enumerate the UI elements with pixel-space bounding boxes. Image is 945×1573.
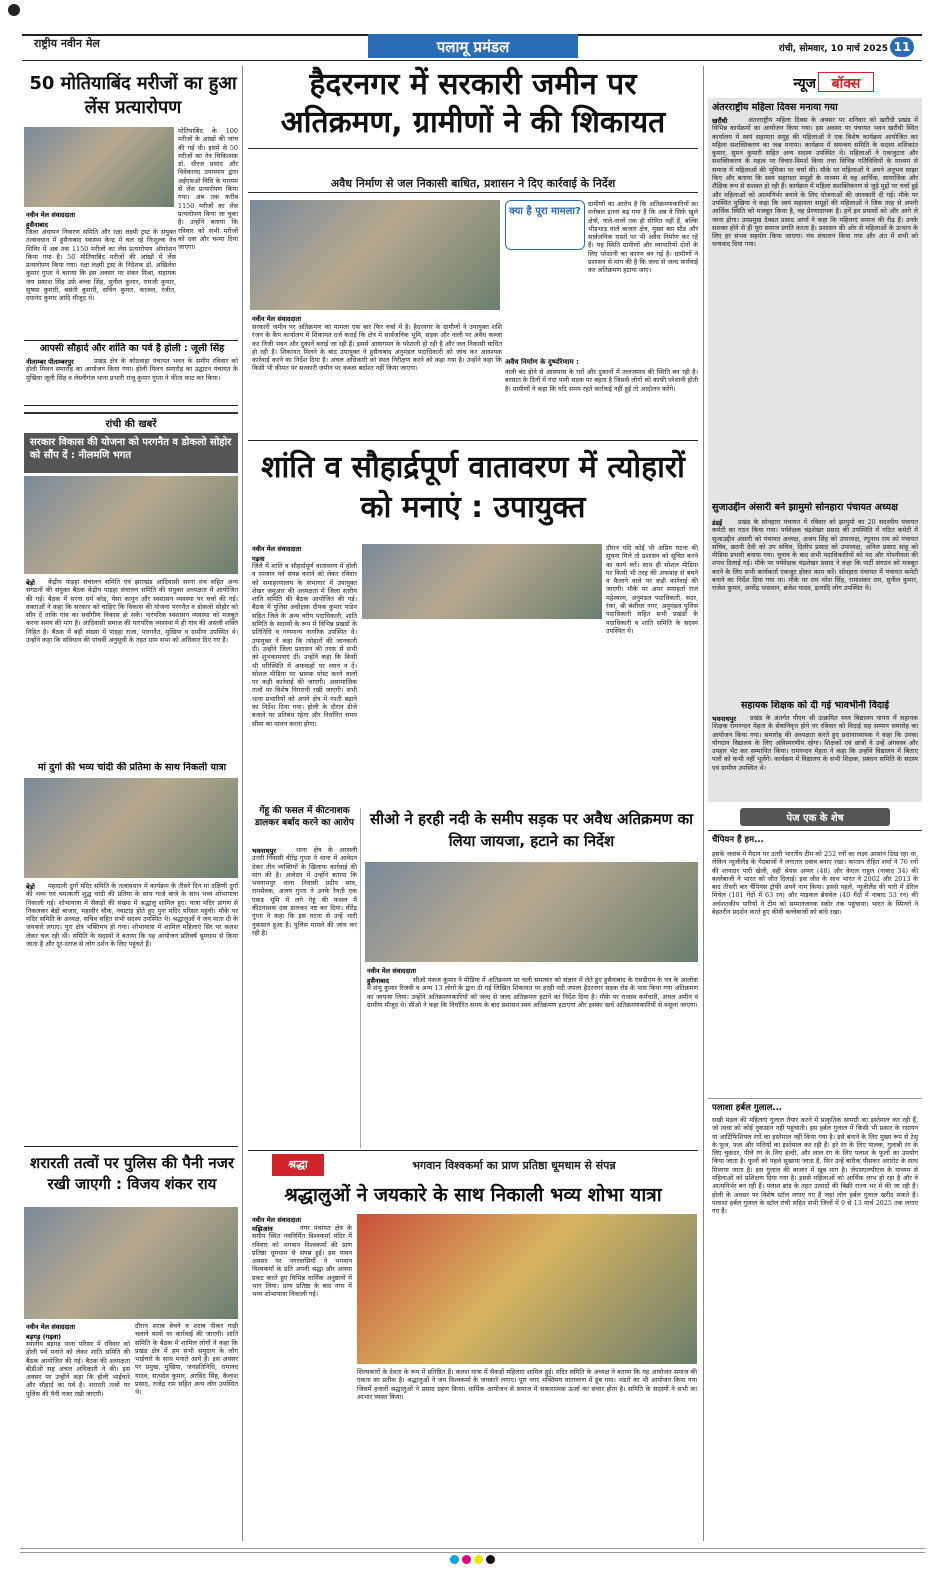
durga-photo	[24, 778, 238, 878]
police-body-left: स्थानीय बड़गड़ थाना परिसर में रविवार को होली पर्व मनाने को लेकर शांति समिति की बैठक आयोजित की गई। बैठक की अध्यक्षता बीडीओ सह अंचल अधिकारी ने की। इस अवसर पर उन्होंने कहा कि होली भाईचारे और सौहार्द का पर्व है। शरारती तत्वों पर पुलिस की पैनी नजर रखी जाएगी।	[26, 1340, 130, 1398]
paper-name: राष्ट्रीय नवीन मेल	[34, 37, 100, 50]
haidernagar-box-label: क्या है पूरा मामला?	[509, 206, 581, 217]
peace-photo	[362, 544, 602, 619]
news-item1-body: अंतरराष्ट्रीय महिला दिवस के अवसर पर शनिवार को खरौंधी प्रखंड में विभिन्न कार्यक्रमों का आयोजन किया गया। इस अवसर पर पंचायत भवन खरौंधी स्थित कार्यालय में स्वयं सहायता समूह की महिलाओं ने एक विशेष कार्यक्रम आयोजित कर महिला सशक्तिकरण का जश्न मनाया। कार्यक्रम में समन्वय समिति के सदस्य शशिकांत कुमार, सुमन कुमारी सहित अन्य सदस्य उपस्थित थे। महिलाओं ने एकजुटता और सशक्तिकरण के महत्व पर विचार-विमर्श किया तथा विभिन्न गतिविधियों के माध्यम से समाज में महिलाओं की भूमिका पर चर्चा की। मौके पर महिलाओं ने अपने अनुभव साझा किए और बताया कि स्वयं सहायता समूहों के माध्यम से वह आर्थिक, सामाजिक और शैक्षिक रूप से सशक्त हो रही हैं। कार्यक्रम में महिला सशक्तिकरण से जुड़े मुद्दों पर चर्चा हुई और महिलाओं को आत्मनिर्भर बनाने के लिए योजनाओं की जानकारी दी गई। मौके पर उपस्थित मुखिया ने कहा कि स्वयं सहायता समूहों की महिलाओं ने जिस तरह से अपनी आर्थिक स्थिति को मजबूत किया है, वह प्रेरणादायक है। हमें इन प्रयासों को और आगे ले जाना होगा। उपप्रमुख देवव्रत प्रसाद आर्या ने कहा कि महिलाएं समाज की रीढ़ हैं। उनके सशक्त होने से ही पूरा समाज प्रगति करता है। प्रशासन की ओर से महिलाओं के उत्थान के लिए हर संभव सहयोग किया जाएगा। मंच संचालन किया गया और अंत में सभी को धन्यवाद दिया गया।	[712, 116, 918, 249]
vishwakarma-dateline: मझिआंव	[252, 1225, 273, 1233]
haidernagar-side-body: नाली बंद होने से आसपास के घरों और दुकानों में जलजमाव की स्थिति बन रही है। बरसात के दिनों में गंदा पानी सड़क पर बहता है जिससे लोगों को काफी परेशानी होती है। ग्रामीणों ने कहा कि यदि समय रहते कार्रवाई नहीं हुई तो आंदोलन करेंगे।	[505, 368, 698, 393]
registration-dot	[8, 4, 20, 16]
page-number: 11	[893, 40, 911, 54]
durga-headline: मां दुर्गा की भव्य चांदी की प्रतिमा के साथ निकली यात्रा	[37, 762, 227, 773]
police-body-right: दौरान शराब बेचने व शराब पीकर गाड़ी चलाने वालों पर कार्रवाई की जाएगी। शांति समिति के बैठक में शामिल लोगों ने कहा कि प्रखंड क्षेत्र में हम सभी समुदाय के लोग भाईचारे के साथ मनाते आये हैं। इस अवसर पर प्रमुख, मुखिया, जनप्रतिनिधि, रामानंद यादव, सत्यदेव कुमार, अरविंद सिंह, कैलाश प्रसाद, राजेंद्र राम सहित अन्य लोग उपस्थित थे।	[135, 1322, 238, 1397]
ranchi-dateline: बेड़ो	[26, 579, 35, 587]
section-title: पलामू प्रमंडल	[436, 38, 510, 56]
byline: नवीन मेल संवाददाता	[252, 315, 301, 323]
police-headline: शरारती तत्वों पर पुलिस की पैनी नजर रखी जाएगी : विजय शंकर राय	[30, 1154, 234, 1193]
co-body: सीओ पंकज कुमार ने मीडिया में अतिक्रमण पर चली समाचार को संज्ञान में लेते हुए हुसैनाबाद के एसडीएम के पत्र के आलोक में शंभु कुमार रिजवी व अन्य 13 लोगों के द्वारा दी गई लिखित शिकायत पर हरही नदी जपला हैदरनगर सड़क रोड के पास किया गया अतिक्रमण का जायजा लिया। उन्होंने अतिक्रमणकारियों को जल्द से जल्द अतिक्रमण हटाने का निर्देश दिया है। मौके पर राजस्व कर्मचारी, अंचल अमीन व ग्रामीण मौजूद थे। सीओ ने कहा कि निर्धारित समय के बाद प्रशासन स्वयं अतिक्रमण हटाएगा और इसका खर्च अतिक्रमणकारियों से वसूला जाएगा।	[367, 976, 698, 1009]
peace-headline: शांति व सौहार्द्रपूर्ण वातावरण में त्योहारों को मनाएं : उपायुक्त	[261, 450, 685, 525]
haidernagar-subhead: अवैध निर्माण से जल निकासी बाधित, प्रशासन ने दिए कार्रवाई के निर्देश	[330, 177, 616, 190]
registration-dot	[450, 1555, 459, 1564]
haidernagar-box-body: ग्रामीणों का आरोप है कि अतिक्रमणकारियों का मनोबल इतना बढ़ गया है कि अब वे सिर्फ खुले क्षेत्रों, नाले-नालों तक ही सीमित नहीं हैं, बल्कि भीड़भाड़ वाले बाजार क्षेत्र, मुख्य बस स्टैंड और सार्वजनिक रास्तों पर भी अवैध निर्माण कर रहे हैं। यह स्थिति ग्रामीणों और व्यापारियों दोनों के लिए परेशानी का कारण बन गई है। ग्रामीणों ने प्रशासन से मांग की है कि जल्द से जल्द कार्रवाई कर अतिक्रमण हटाया जाए।	[588, 200, 698, 275]
news-box-title-a: न्यूज	[793, 76, 816, 92]
byline: नवीन मेल संवाददाता	[26, 211, 75, 219]
ranchi-band: रांची की खबरें	[105, 419, 157, 430]
holi-dateline: नीलाम्बर पीताम्बरपुर	[26, 358, 74, 366]
haidernagar-subhead-frame	[248, 148, 698, 149]
ranchi-headline: सरकार विकास की योजना को परगनैत व डोकलो सोहोर को सौंप दें : नीलमणि भगत	[24, 433, 238, 473]
wheat-headline: गेंहू की फसल में कीटनाशक डालकर बर्बाद करने का आरोप	[255, 806, 354, 828]
haidernagar-box-body-lower	[505, 255, 585, 305]
page-one-rest-band: पेज एक के शेष	[786, 813, 844, 824]
co-photo	[365, 862, 698, 962]
byline: नवीन मेल संवाददाता	[252, 1216, 301, 1224]
cataract-body: जिला अंधापन निवारण समिति और रक्षा लक्ष्मी ट्रस्ट के संयुक्त तत्वावधान में हुसैनाबाद स्वास्थ्य केन्द्र में चल रहे निःशुल्क नेत्र शिविर में अब तक 1150 मरीजों का लेंस प्रत्यारोपण ऑपरेशन किया गया है। 50 मोतियाबिंद मरीजों की आंखों में लेंस प्रत्यारोपण किया गया। रक्षा लक्ष्मी ट्रस्ट के निदेशक डॉ. अखिलेश कुमार गुप्ता ने बताया कि इस अवसर पर शंकर मिश्रा, सहायक जय प्रकाश सिंह उर्फ बच्चा सिंह, सुनील कुमार, रामजी कुमार, सुषमा कुमारी, बसंती कुमारी, सचिन कुमार, काजल, रंजीत, दयानंद कुमार आदि मौजूद थे।	[26, 228, 176, 303]
wheat-body: थाना क्षेत्र के अरसली उत्तरी निवासी वीरेंद्र गुप्ता ने थाना में आवेदन देकर तीन व्यक्तियों के खिलाफ कार्रवाई की मांग की है। आवेदन में उन्होंने बताया कि भवनाथपुर थाना निवासी प्रदीप साव, रामसेवक, अजय गुप्ता ने उनके रैयती एक एकड़ भूमि में लगे गेहूं की फसल में कीटनाशक दवा डालकर नष्ट कर दिया। वीरेंद्र गुप्ता ने कहा कि इस घटना से उन्हें भारी नुकसान हुआ है। पुलिस मामले की जांच कर रही है।	[252, 846, 357, 937]
vishwakarma-body: शिल्पकारों के देवता के रूप में प्रतिष्ठित हैं। कलश यात्रा में सैकड़ों महिलाएं शामिल हुईं। मंदिर समिति के अध्यक्ष ने बताया कि यह आयोजन समाज की एकता का प्रतीक है। श्रद्धालुओं ने जय विश्वकर्मा के जयकारे लगाए। पूरा नगर भक्तिमय वातावरण में डूब गया। भंडारे का भी आयोजन किया गया जिसमें हजारों श्रद्धालुओं ने प्रसाद ग्रहण किया। धार्मिक आयोजन से समाज में सकारात्मक ऊर्जा का संचार होता है। समिति के सदस्यों ने सभी का आभार व्यक्त किया।	[357, 1368, 697, 1401]
cataract-body-right: मोतियाबिंद के 100 मरीजों के आंखों की जांच की गई थी। इसमें से 50 मरीजों का नेत्र चिकित्सक डॉ. धीरज प्रसाद और विवेकानंद उपाध्याय द्वारा अईएसओ विधि के माध्यम से लेंस प्रत्यारोपण किया गया। अब तक करीब 1150 मरीजों का लेंस प्रत्यारोपण किया जा चुका है। उन्होंने बताया कि रविवार को सभी मरीजों को दवा और चश्मा दिया जाएगा।	[178, 127, 238, 252]
shraddha-tag: श्रद्धा	[288, 1158, 308, 1171]
news-item3-heading: सहायक शिक्षक को दी गई भावभीनी विदाई	[740, 700, 890, 711]
registration-dot	[486, 1555, 495, 1564]
rest-item1-body: इसके जवाब में मैदान पर उतरी भारतीय टीम को 252 रनों का लक्ष्य आसान दिख रहा था, लेकिन न्यूजीलैंड के गेंदबाजों ने लगातार दबाव बनाए रखा। कप्तान रोहित शर्मा ने 76 रनों की शानदार पारी खेली, वहीं श्रेयस अय्यर (48) और केएल राहुल (नाबाद 34) की बल्लेबाजी ने भारत को जीत दिलाई। इस जीत के साथ भारत ने 2002 और 2013 के बाद तीसरी बार चैंपियंस ट्रॉफी अपने नाम किया। इससे पहले, न्यूजीलैंड की पारी में डेरिल मिचेल (101 गेंदों में 63 रन) और माइकल ब्रेसवेल (40 गेंदों में नाबाद 53 रन) की अर्धशतकीय पारियों ने टीम को सम्मानजनक स्कोर तक पहुंचाया। भारत के स्पिनरों ने बेहतरीन प्रदर्शन करते हुए कीवी बल्लेबाजों को बांधे रखा।	[712, 850, 918, 917]
vishwakarma-body-left: नगर पंचायत क्षेत्र के समीप स्थित नवनिर्मित विश्वकर्मा मंदिर में रविवार को भगवान विश्वकर्मा की प्राण प्रतिष्ठा धूमधाम से संपन्न हुई। इस पावन अवसर पर नगरवासियों ने भगवान विश्वकर्मा के प्रति अपनी श्रद्धा और आस्था प्रकट करते हुए विभिन्न धार्मिक अनुष्ठानों में भाग लिया। प्राण प्रतिष्ठा के बाद नगर में भव्य शोभायात्रा निकाली गई।	[252, 1224, 352, 1299]
vishwakarma-headline: श्रद्धालुओं ने जयकारे के साथ निकाली भव्य शोभा यात्रा	[284, 1184, 662, 1206]
haidernagar-photo	[250, 200, 500, 310]
issue-date: रांची, सोमवार, 10 मार्च 2025	[778, 44, 888, 54]
peace-body-right: दौरान यदि कोई भी अप्रिय घटना की सूचना मिले तो प्रशासन को सूचित करने का कार्य करें। साथ ही सोशल मीडिया पर किसी भी तरह की अफवाह से बचने व फैलाने वाले पर कड़ी कार्रवाई की जाएगी। मौके पर अपर समाहर्ता राज महेश्वरम, अनुमंडल पदाधिकारी, सदर, रंका, श्री बंशीधर नगर, अनुमंडल पुलिस पदाधिकारी सहित सभी प्रखंडों के पदाधिकारी व शांति समिति के सदस्य उपस्थित थे।	[606, 544, 698, 635]
cataract-headline: 50 मोतियाबिंद मरीजों का हुआ लेंस प्रत्यारोपण	[29, 73, 237, 118]
haidernagar-headline: हैदरनगर में सरकारी जमीन पर अतिक्रमण, ग्रामीणों ने की शिकायत	[280, 67, 666, 140]
news-item1-dateline: खरौंधी	[712, 117, 728, 125]
ranchi-body: केंद्रीय पाड़हा संचालन समिति एवं झारखंड आदिवासी सरना मंच सहित अन्य संगठनों की संयुक्त बैठक केंद्रीय पाड़हा संचालन समिति की संयुक्त अध्यक्षता में आयोजित की गई। बैठक में सरना धर्म कोड, पेसा कानून और स्वशासन व्यवस्था पर चर्चा की गई। वक्ताओं ने कहा कि सरकार को चाहिए कि विकास की योजना परगनैत व डोकलो सोहोर को सौंप दें ताकि गांव का सर्वांगीण विकास हो सके। पारंपरिक स्वशासन व्यवस्था को मजबूत करना समय की मांग है। आदिवासी समाज की पारंपरिक व्यवस्था में ही गांव की असली शक्ति निहित है। बैठक में बड़ी संख्या में पाड़हा राजा, पारगनैत, मुखिया व ग्रामीण उपस्थित थे। उन्होंने कहा कि संविधान की पांचवीं अनुसूची के तहत ग्राम सभा को अधिकार दिए गए हैं।	[26, 578, 238, 645]
ranchi-band-line	[24, 412, 238, 414]
haidernagar-side-heading: अवैध निर्माण के दुष्परिणाम :	[505, 358, 579, 366]
haidernagar-body: सरकारी जमीन पर अतिक्रमण का मामला एक बार फिर चर्चा में है। हैदरनगर के ग्रामीणों ने उपायुक्त शशि रंजन के कैंप कार्यालय में शिकायत दर्ज कराई कि क्षेत्र में सार्वजनिक भूमि, सड़क और नाली पर अवैध कब्जा कर निजी भवन और दुकानें बनाई जा रही हैं। इससे आवागमन के परेशानी हो रही है और जल निकासी बाधित हो रही है। शिकायत मिलने के बाद उपायुक्त ने हुसैनाबाद अनुमंडल पदाधिकारी को जांच कर आवश्यक कार्रवाई करने का निर्देश दिया है। अंचल अधिकारी को स्थल निरीक्षण करने को कहा गया है। उन्होंने कहा कि किसी भी कीमत पर सरकारी जमीन पर कब्जा बर्दाश्त नहीं किया जाएगा।	[252, 323, 502, 373]
co-headline: सीओ ने हरही नदी के समीप सड़क पर अवैध अतिक्रमण का लिया जायजा, हटाने का निर्देश	[369, 810, 694, 850]
durga-body: महादानी दुर्गा मंदिर समिति के तत्वावधान में कार्यक्रम के तीसरे दिन मां दक्षिणी दुर्गा की भव्य एवं चमत्कारी शुद्ध चांदी की प्रतिमा के साथ गाजे बाजे के साथ भव्य शोभायात्रा निकाली गई। शोभायात्रा में सैकड़ों की संख्या में श्रद्धालु शामिल हुए। यात्रा मंदिर प्रांगण से निकलकर बेड़ो बाजार, महावीर चौक, नवाटांड़ होते हुए पुनः मंदिर परिसर पहुंची। मौके पर मंदिर समिति के अध्यक्ष, सचिव सहित सभी सदस्य उपस्थित थे। श्रद्धालुओं ने जय माता दी के जयकारे लगाए। पूरा क्षेत्र भक्तिमय हो गया। शोभायात्रा में शामिल महिलाएं सिर पर कलश लेकर चल रही थीं। समिति के सदस्यों ने बताया कि यह आयोजन प्रतिवर्ष धूमधाम से किया जाता है और दूर-दराज से लोग दर्शन के लिए पहुंचते हैं।	[26, 882, 238, 949]
ranchi-photo	[24, 476, 238, 574]
news-item2-dateline: डंडई	[712, 519, 723, 527]
rest-item1-heading: चैंपियन हैं हम...	[712, 835, 764, 845]
byline: नवीन मेल संवाददाता	[252, 545, 301, 553]
peace-body: जिले में शांति व सौहार्दपूर्ण वातावरण में होली व रमजान पर्व संपन्न कराने को लेकर रविवार को समाहरणालय के सभागार में उपायुक्त शेखर जमुआर की अध्यक्षता में जिला स्तरीय शांति समिति की बैठक आयोजित की गई। बैठक में पुलिस अधीक्षक दीपक कुमार पांडेय सहित जिले के अन्य वरीय पदाधिकारी, शांति समिति के सदस्यों के रूप में विभिन्न प्रखंडों के प्रतिनिधि व गणमान्य नागरिक उपस्थित थे। उपायुक्त ने कहा कि त्योहारों की जानकारी दी। उन्होंने जिला प्रशासन की तरफ से सभी को शुभकामनाएं दीं। उन्होंने कहा कि किसी भी परिस्थिति में अफवाहों पर ध्यान न दें। सोशल मीडिया पर भ्रामक पोस्ट करने वालों पर कड़ी कार्रवाई की जाएगी। असामाजिक तत्वों पर विशेष निगरानी रखी जाएगी। सभी थाना प्रभारियों को अपने क्षेत्र में गश्ती बढ़ाने का निर्देश दिया गया। होली के दौरान डीजे बजाने पर प्रतिबंध रहेगा और निर्धारित समय सीमा का पालन करना होगा।	[252, 562, 357, 728]
vishwakarma-kicker: भगवान विश्वकर्मा का प्राण प्रतिष्ठा धूमधाम से संपन्न	[412, 1159, 616, 1172]
rest-item2-body: सखी मंडल की महिलाएं गुलाल तैयार करने में प्राकृतिक सामग्री का इस्तेमाल कर रही हैं, जो त्वचा को कोई नुकसान नहीं पहुंचाती। इस हर्बल गुलाल में किसी भी प्रकार के रसायन या आर्टिफिशियल रंगों का इस्तेमाल नहीं किया गया है। इसे बनाने के लिए मुख्य रूप से टेसू के फूल, फल और पत्तियों का इस्तेमाल कर रही हैं। हरे रंग के लिए पालक, गुलाबी रंग के लिए चुकंदर, पीले रंग के लिए हल्दी, और लाल रंग के लिए पलाश के फूलों का उपयोग किया जाता है। फूलों को पहले सुखाया जाता है, फिर उन्हें बारीक पीसकर अरारोट के साथ मिलाया जाता है। इस गुलाल की बाजार में खूब मांग है। जेएसएलपीएस के माध्यम से महिलाओं को प्रशिक्षण दिया गया है। इससे महिलाओं को आर्थिक लाभ हो रहा है और वे आत्मनिर्भर बन रही हैं। पलाश ब्रांड के तहत उत्पादों की बिक्री राज्य भर में की जा रही है। होली के अवसर पर विशेष स्टॉल लगाए गए हैं जहां लोग हर्बल गुलाल खरीद सकते हैं। पलाशा हर्बल गुलाल के स्टॉल रांची सहित सभी जिलों में 9 से 13 मार्च 2025 तक लगाए गए हैं।	[712, 1116, 918, 1216]
wheat-dateline: भवनाथपुर	[252, 847, 276, 855]
vishwakarma-photo	[357, 1214, 697, 1364]
news-item2-body: प्रखंड के सोनहारा पंचायत में रविवार को झामुमो का 20 सदस्यीय पंचायत कमेटी का गठन किया गया। पर्यवेक्षक चंद्रशेखर प्रसाद की उपस्थिति में गठित कमेटी में सुजाउद्दीन अंसारी को पंचायत अध्यक्ष, अजय सिंह को उपाध्यक्ष, रघुनाथ राम को पंचायत सचिव, छठनी देवी को उप सचिव, दिलीप प्रसाद को उपाध्यक्ष, अनिल प्रसाद साहू को मीडिया प्रभारी बनाया गया। चुनाव के बाद सभी पदाधिकारियों को पद और गोपनीयता की शपथ दिलाई गई। मौके पर पर्यवेक्षक चंद्रशेखर प्रसाद ने कहा कि पार्टी संगठन को मजबूत करने के लिए सभी कार्यकर्ता एकजुट होकर काम करें। सोनहारा पंचायत में पंचायत कमेटी बनाने का निर्देश दिया गया था। मौके पर राम नरेश सिंह, रामाशंकर राम, सुनील कुमार, राजेश कुमार, अमरेंद्र पासवान, ब्रजेश यादव, इत्यादि लोग उपस्थित थे।	[712, 518, 918, 593]
byline: नवीन मेल संवाददाता	[26, 1323, 75, 1331]
news-item1-heading: अंतरराष्ट्रीय महिला दिवस मनाया गया	[712, 102, 838, 113]
registration-strip	[20, 1548, 925, 1553]
holi-headline: आपसी सौहार्द और शांति का पर्व है होली : जूली सिंह	[39, 343, 225, 354]
news-item3-dateline: भवनाथपुर	[712, 715, 736, 723]
registration-dot	[474, 1555, 483, 1564]
rest-item2-heading: पलाशा हर्बल गुलाल...	[712, 1103, 783, 1113]
durga-dateline: बेड़ो	[26, 883, 35, 891]
police-photo	[24, 1207, 238, 1319]
registration-dot	[462, 1555, 471, 1564]
cataract-photo	[24, 127, 174, 207]
peace-dateline: गढ़वा	[252, 555, 265, 563]
news-box-title-b: बॉक्स	[831, 76, 861, 92]
police-dateline: बड़गड़ (गढ़वा)	[26, 1333, 62, 1341]
news-item3-body: प्रखंड के अंतर्गत पीएम श्री उत्क्रमित मध्य विद्यालय पापरा में सहायक शिक्षक रामनन्दन मेहता के सेवानिवृत्त होने पर रविवार को विदाई सह सम्मान समारोह का आयोजन किया गया। समारोह की अध्यक्षता करते हुए प्रधानाध्यापक ने कहा कि उनका योगदान विद्यालय के लिए अविस्मरणीय रहेगा। शिक्षकों एवं छात्रों ने उन्हें अंगवस्त्र और उपहार भेंट कर सम्मानित किया। रामनन्दन मेहता ने कहा कि उन्होंने विद्यालय में बिताए पलों को कभी नहीं भूलेंगे। कार्यक्रम में विद्यालय के सभी शिक्षक, प्रबंधन समिति के सदस्य एवं ग्रामीण उपस्थित थे।	[712, 714, 918, 772]
news-item2-heading: सुजाउद्दीन अंसारी बने झामुमो सोनहारा पंचायत अध्यक्ष	[712, 502, 898, 513]
byline: नवीन मेल संवाददाता	[367, 967, 416, 975]
co-dateline: हुसैनाबाद	[367, 977, 389, 985]
peace-body-middle	[362, 624, 602, 799]
cataract-dateline: हुसैनाबाद	[26, 221, 48, 229]
holi-body: प्रखंड क्षेत्र के कोठवाहा पंचायत भवन के समीप रविवार को होली मिलन समारोह का आयोजन किया गया। होली मिलन समारोह का उद्घाटन पंचायत के मुखिया जूली सिंह व लेस्लीगंज थाना प्रभारी राजू कुमार गुप्ता ने फीता काट कर किया।	[26, 357, 238, 382]
